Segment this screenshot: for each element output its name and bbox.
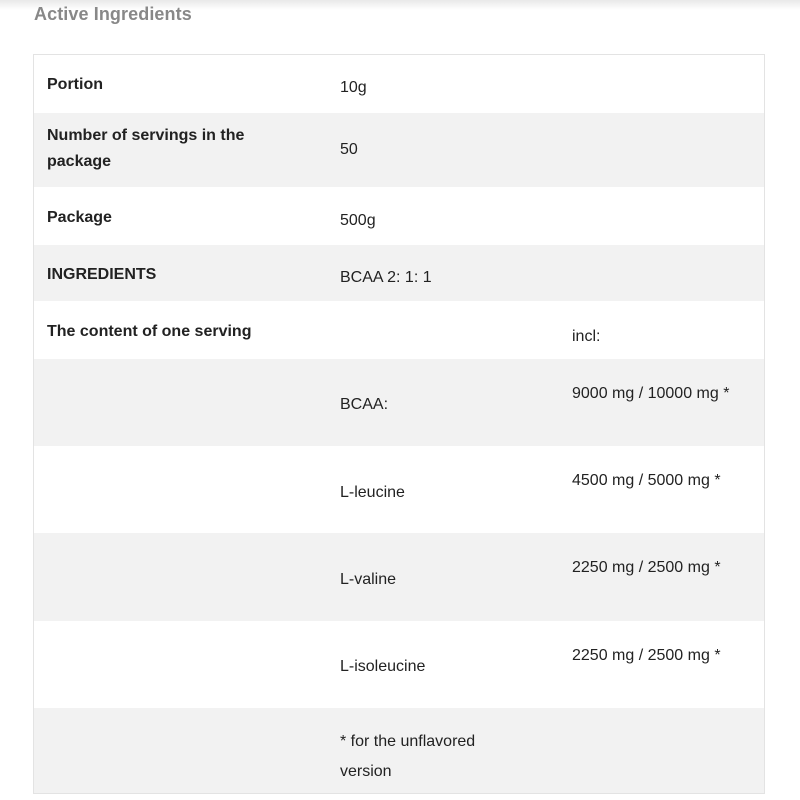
table-row-l-valine [34, 533, 764, 621]
table-row-l-isoleucine [34, 621, 764, 708]
row-extra-l-leucine: 4500 mg / 5000 mg * [572, 472, 721, 489]
table-row-package [34, 187, 764, 245]
ingredients-table [33, 54, 765, 794]
section-title: Active Ingredients [34, 4, 192, 24]
row-value-bcaa: BCAA: [340, 396, 389, 413]
row-value-l-valine: L-valine [340, 571, 397, 588]
row-label-servings: Number of servings in the package [47, 127, 245, 170]
table-row-portion [34, 55, 764, 113]
row-extra-l-isoleucine: 2250 mg / 2500 mg * [572, 647, 721, 664]
table-row-l-leucine [34, 446, 764, 533]
row-extra-l-valine: 2250 mg / 2500 mg * [572, 559, 721, 576]
row-value-servings: 50 [340, 141, 358, 158]
row-label-ingredients: INGREDIENTS [47, 266, 157, 283]
row-label-portion: Portion [47, 76, 103, 93]
table-row-bcaa [34, 359, 764, 446]
row-label-package: Package [47, 209, 112, 226]
row-label-serving-content: The content of one serving [47, 323, 252, 340]
table-row-servings [34, 113, 764, 187]
row-extra-bcaa: 9000 mg / 10000 mg * [572, 385, 730, 402]
table-row-ingredients [34, 245, 764, 301]
footnote-text: * for the unflavored version [340, 733, 476, 780]
row-value-l-leucine: L-leucine [340, 484, 405, 501]
row-value-portion: 10g [340, 79, 367, 96]
row-extra-serving-content: incl: [572, 328, 601, 345]
row-value-l-isoleucine: L-isoleucine [340, 658, 426, 675]
row-value-package: 500g [340, 212, 376, 229]
table-row-footnote [34, 708, 764, 794]
table-row-serving-content [34, 301, 764, 359]
row-value-ingredients: BCAA 2: 1: 1 [340, 269, 432, 286]
